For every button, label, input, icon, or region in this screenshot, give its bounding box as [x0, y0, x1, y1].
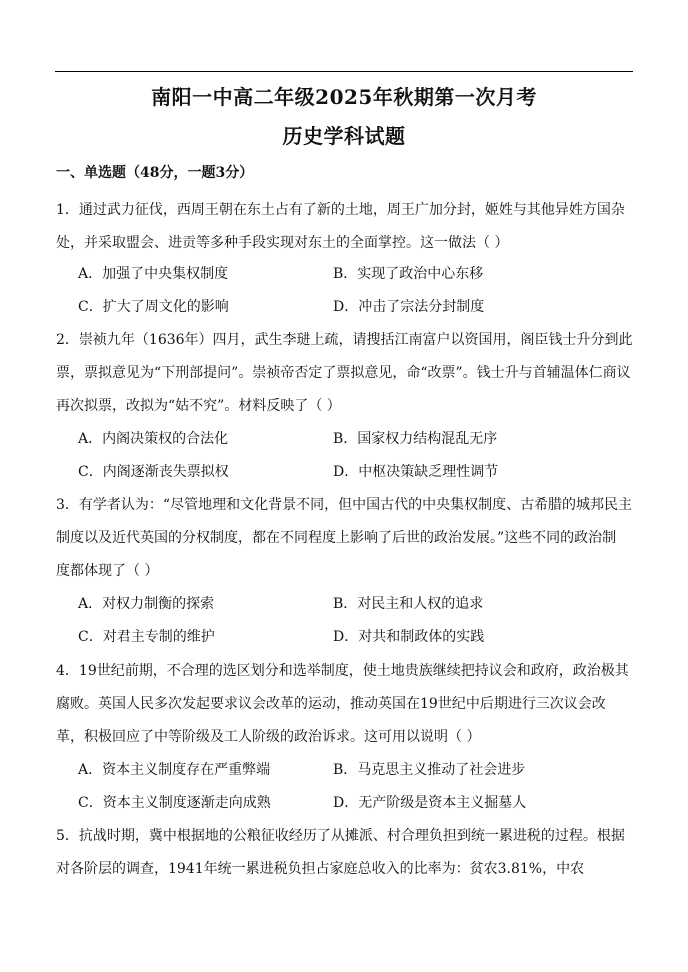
question-5-line: 对各阶层的调查，1941年统一累进税负担占家庭总收入的比率为：贫农3.81%，中农 [56, 861, 585, 877]
question-4-line: 腐败。英国人民多次发起要求议会改革的运动，推动英国在19世纪中后期进行三次议会改 [56, 696, 606, 712]
question-4-line: 4．19世纪前期，不合理的选区划分和选举制度，使土地贵族继续把持议会和政府，政治极其 [56, 663, 629, 679]
question-1-line: 处，并采取盟会、进贡等多种手段实现对东土的全面掌控。这一做法（ ） [56, 235, 509, 251]
question-3-line: 制度以及近代英国的分权制度，都在不同程度上影响了后世的政治发展。”这些不同的政治制 [56, 530, 617, 546]
section-heading: 一、单选题（48分，一题3分） [56, 165, 254, 181]
question-1-option-c: C．扩大了周文化的影响 [78, 299, 229, 315]
question-4-option-c: C．资本主义制度逐渐走向成熟 [78, 795, 271, 811]
question-3-line: 度都体现了（ ） [56, 563, 159, 579]
question-2-line: 2．崇祯九年（1636年）四月，武生李琎上疏，请搜括江南富户以资国用，阁臣钱士升分到此 [56, 332, 633, 348]
question-3-line: 3．有学者认为：“尽管地理和文化背景不同，但中国古代的中央集权制度、古希腊的城邦民主 [56, 497, 633, 513]
question-4-option-a: A．资本主义制度存在严重弊端 [78, 762, 271, 778]
question-2-line: 票，票拟意见为“下刑部提问”。崇祯帝否定了票拟意见，命“改票”。钱士升与首辅温体仁商议 [56, 365, 631, 381]
question-3-option-b: B．对民主和人权的追求 [333, 596, 484, 612]
question-1-option-d: D．冲击了宗法分封制度 [333, 299, 485, 315]
question-1-line: 1．通过武力征伐，西周王朝在东土占有了新的土地，周王广加分封，姬姓与其他异姓方国杂 [56, 202, 625, 218]
question-4-option-b: B．马克思主义推动了社会进步 [333, 762, 526, 778]
question-1-option-a: A．加强了中央集权制度 [78, 266, 229, 282]
header-rule [55, 71, 633, 72]
question-2-option-b: B．国家权力结构混乱无序 [333, 431, 498, 447]
question-3-option-a: A．对权力制衡的探索 [78, 596, 215, 612]
subject-title: 历史学科试题 [282, 124, 406, 148]
question-3-option-d: D．对共和制政体的实践 [333, 629, 485, 645]
question-1-option-b: B．实现了政治中心东移 [333, 266, 484, 282]
question-2-option-d: D．中枢决策缺乏理性调节 [333, 464, 499, 480]
question-4-line: 革，积极回应了中等阶级及工人阶级的政治诉求。这可用以说明（ ） [56, 729, 481, 745]
question-2-option-c: C．内阁逐渐丧失票拟权 [78, 464, 229, 480]
exam-title: 南阳一中高二年级2025年秋期第一次月考 [151, 85, 537, 109]
question-3-option-c: C．对君主专制的维护 [78, 629, 215, 645]
question-5-line: 5．抗战时期，冀中根据地的公粮征收经历了从摊派、村合理负担到统一累进税的过程。根据 [56, 828, 625, 844]
question-2-line: 再次拟票，改拟为“姑不究”。材料反映了（ ） [56, 398, 341, 414]
question-2-option-a: A．内阁决策权的合法化 [78, 431, 229, 447]
question-4-option-d: D．无产阶级是资本主义掘墓人 [333, 795, 527, 811]
